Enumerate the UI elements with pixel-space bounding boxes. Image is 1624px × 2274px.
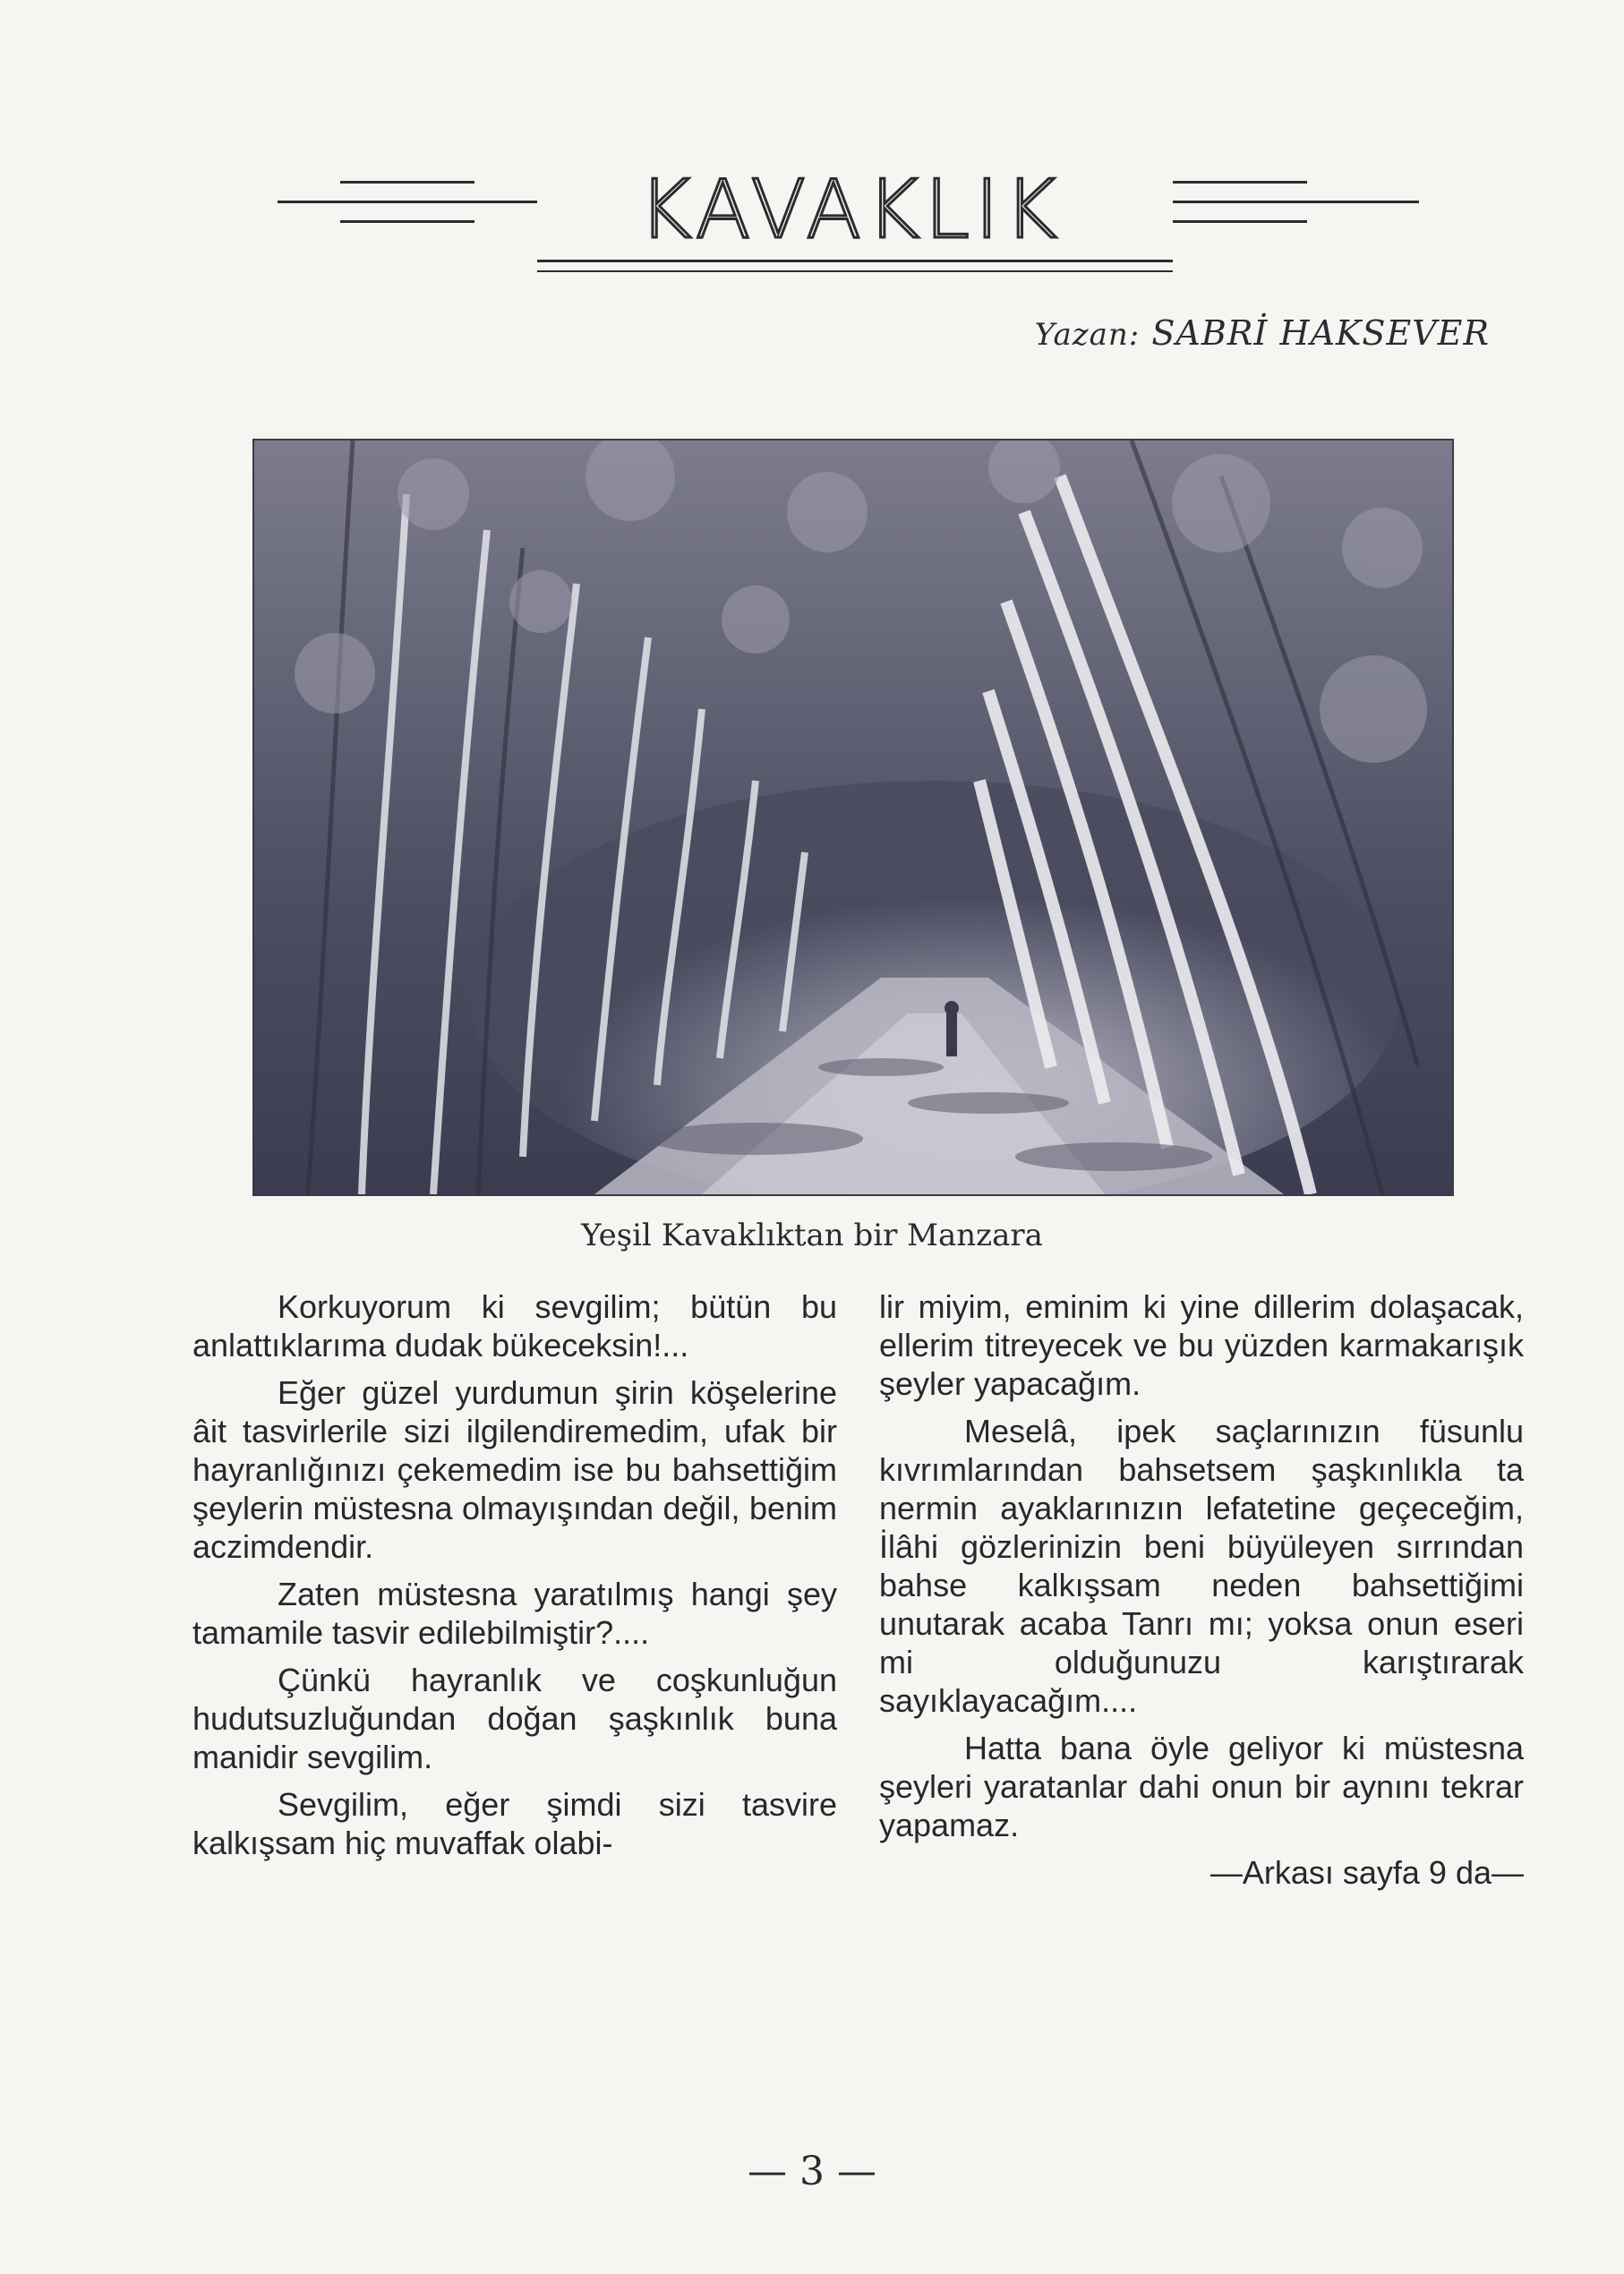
author-byline — [1035, 313, 1490, 353]
paragraph: Sevgilim, eğer şimdi sizi tasvire kalkışsam hiç muvaffak olabi- — [192, 1786, 837, 1861]
poplar-grove-photo — [252, 439, 1454, 1196]
paragraph: Çünkü hayranlık ve coşkunluğun hudutsuzluğundan doğan şaşkınlık buna manidir sevgilim. — [192, 1662, 837, 1775]
left-column — [192, 1287, 837, 1871]
paragraph: Korkuyorum ki sevgilim; bütün bu anlattıklarıma dudak bükeceksin!... — [192, 1288, 837, 1364]
article-title: KAVAKLIK — [638, 163, 1063, 257]
paragraph: Hatta bana öyle geliyor ki müstesna şeyleri yaratanlar dahi onun bir aynını tekrar yapamaz. — [879, 1730, 1524, 1843]
continued-notice: —Arkası sayfa 9 da— — [1209, 1854, 1524, 1891]
photo-caption: Yeşil Kavaklıktan bir Manzara — [581, 1218, 1043, 1253]
page-number: — 3 — — [748, 2149, 876, 2194]
tree-alley-illustration — [254, 440, 1452, 1194]
right-column — [879, 1287, 1524, 1901]
paragraph-continuation: lir miyim, eminim ki yine dillerim dolaşacak, ellerim titreyecek ve bu yüzden karmakarışık şeyler yapacağım. — [879, 1288, 1524, 1402]
paragraph: Eğer güzel yurdumun şirin köşelerine âit tasvirlerile sizi ilgilendiremedim, ufak bir hayranlığınızı çekemedim ise bu bahsettiğim şeylerin müstesna olmayışından değil, benim aczimdendir. — [192, 1374, 837, 1565]
author-label: Yazan: — [1034, 317, 1141, 353]
title-banner — [278, 161, 1423, 286]
paragraph: Zaten müstesna yaratılmış hangi şey tamamile tasvir edilebilmiştir?.... — [192, 1576, 837, 1651]
author-name: SABRİ HAKSEVER — [1151, 313, 1490, 353]
paragraph: Meselâ, ipek saçlarınızın füsunlu kıvrımlarından bahsetsem şaşkınlıkla ta nermin ayaklarınızın lefatetine geçeceğim, İlâhi gözlerinizin beni büyüleyen sırrından bahse kalkışsam neden bahsettiğimi unutarak acaba Tanrı mı; yoksa onun eseri mi olduğunuzu karıştırarak sayıklayacağım.... — [879, 1413, 1524, 1719]
